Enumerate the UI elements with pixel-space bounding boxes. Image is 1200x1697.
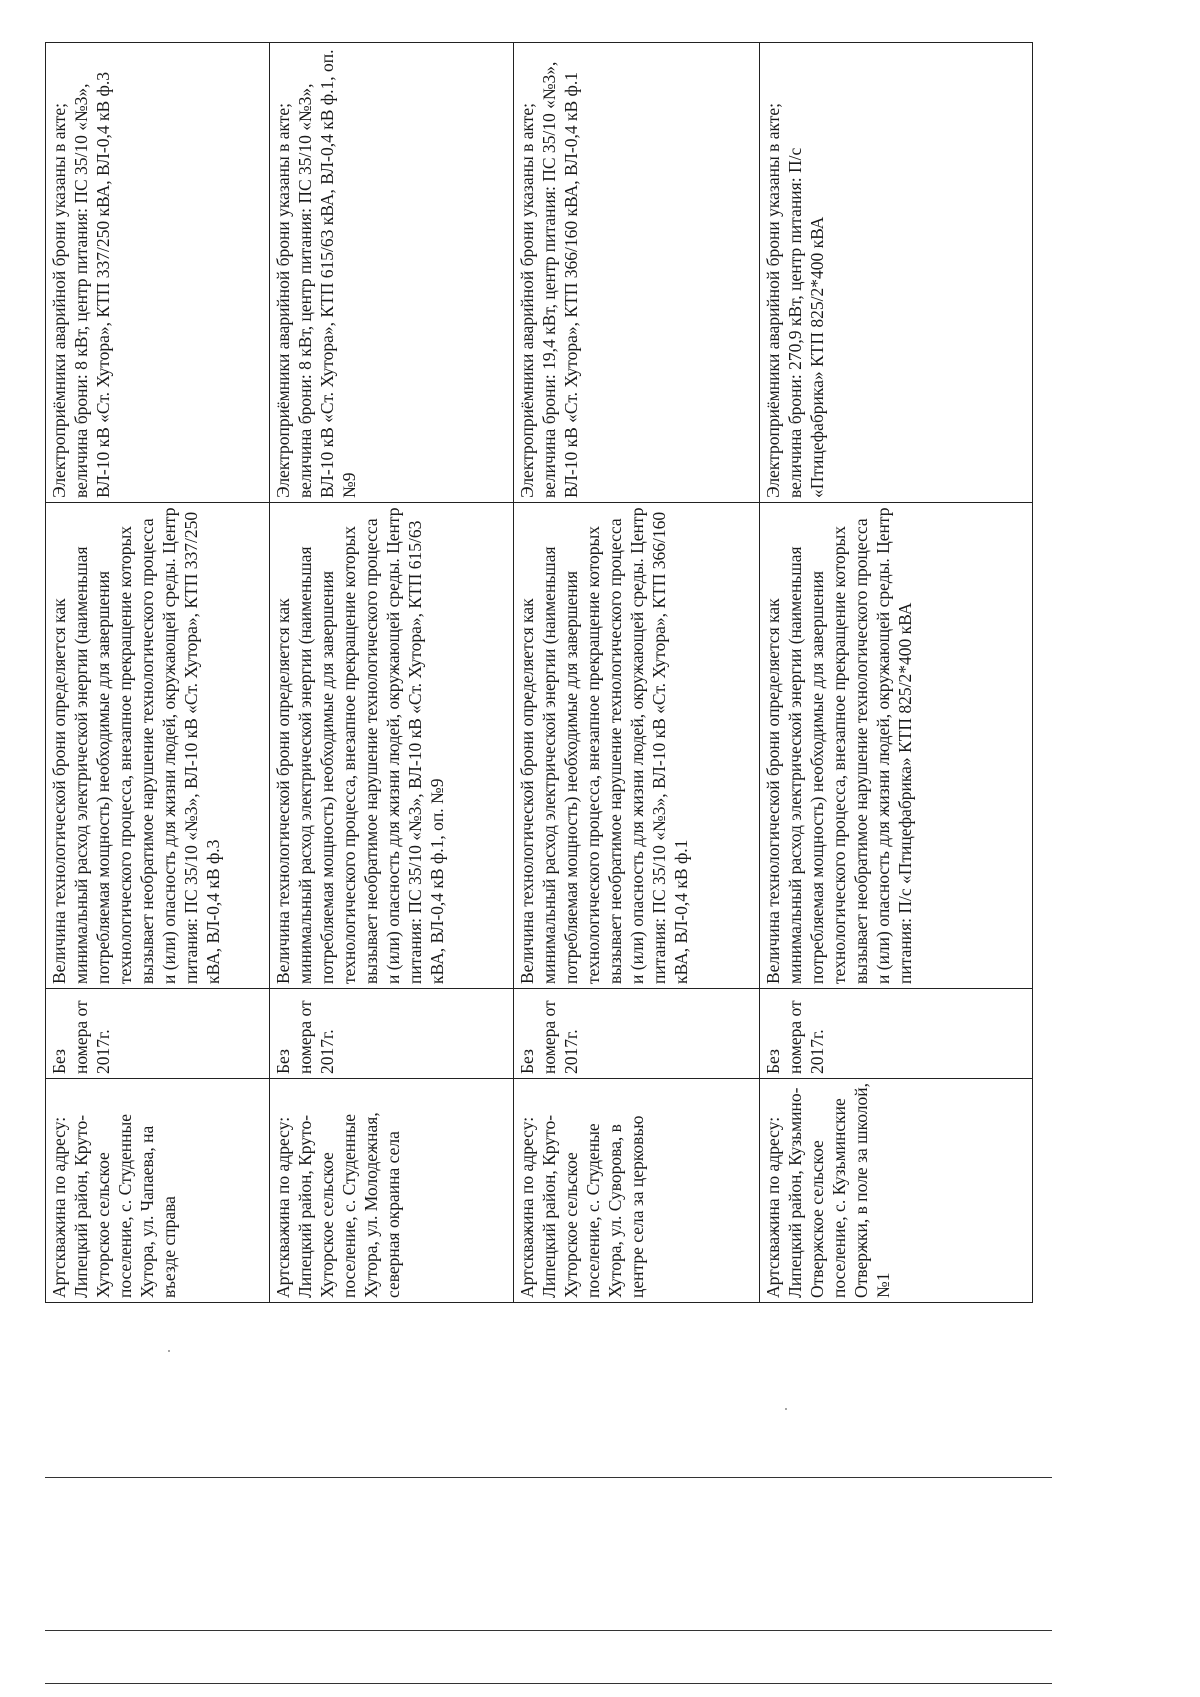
table-row: [760, 43, 1033, 1303]
object-cell: Артскважина по адресу: Липецкий район, Круто-Хуторское сельское поселение, с. Студенные Хутора, ул. Чапаева, на въезде справа: [46, 1079, 270, 1303]
emergency-reserve-cell: Электроприёмники аварийной брони указаны в акте; величина брони: 8 кВт, центр питания: ПС 35/10 «№3», ВЛ-10 кВ «Ст. Хутора», КТП 337/250 кВА, ВЛ-0,4 кВ ф.3: [46, 43, 270, 503]
tech-reserve-cell: Величина технологической брони определяется как минимальный расход электрической энергии (наименьшая потребляемая мощность) необходимые для завершения технологического процесса, внезапное прекращение которых вызывает необратимое нарушение технологического процесса и (или) опасность для жизни людей, окружающей среды. Центр питания: П/с «Птицефабрика» КТП 825/2*400 кВА: [760, 503, 1033, 989]
reserve-table: [45, 42, 1033, 1303]
act-cell: Без номера от 2017г.: [46, 989, 270, 1079]
object-cell: Артскважина по адресу: Липецкий район, Круто-Хуторское сельское поселение, с. Студеные Хутора, ул. Суворова, в центре села за церковью: [514, 1079, 760, 1303]
tech-reserve-cell: Величина технологической брони определяется как минимальный расход электрической энергии (наименьшая потребляемая мощность) необходимые для завершения технологического процесса, внезапное прекращение которых вызывает необратимое нарушение технологического процесса и (или) опасность для жизни людей, окружающей среды. Центр питания: ПС 35/10 «№3», ВЛ-10 кВ «Ст. Хутора», КТП 366/160 кВА, ВЛ-0,4 кВ ф.1: [514, 503, 760, 989]
horizontal-rule: [45, 1683, 1052, 1684]
emergency-reserve-cell: Электроприёмники аварийной брони указаны в акте; величина брони: 8 кВт, центр питания: ПС 35/10 «№3», ВЛ-10 кВ «Ст. Хутора», КТП 615/63 кВА, ВЛ-0,4 кВ ф.1, оп. №9: [270, 43, 514, 503]
object-cell: Артскважина по адресу: Липецкий район, Кузьмино-Отвержское сельское поселение, с. Кузьминские Отвержки, в поле за школой, №1: [760, 1079, 1033, 1303]
table-row: [270, 43, 514, 1303]
rotated-table-wrapper: [45, 43, 1032, 1303]
act-cell: Без номера от 2017г.: [270, 989, 514, 1079]
act-cell: Без номера от 2017г.: [760, 989, 1033, 1079]
tech-reserve-cell: Величина технологической брони определяется как минимальный расход электрической энергии (наименьшая потребляемая мощность) необходимые для завершения технологического процесса, внезапное прекращение которых вызывает необратимое нарушение технологического процесса и (или) опасность для жизни людей, окружающей среды. Центр питания: ПС 35/10 «№3», ВЛ-10 кВ «Ст. Хутора», КТП 615/63 кВА, ВЛ-0,4 кВ ф.1, оп. №9: [270, 503, 514, 989]
table-row: [514, 43, 760, 1303]
scan-speck: [168, 1350, 170, 1352]
object-cell: Артскважина по адресу: Липецкий район, Круто-Хуторское сельское поселение, с. Студенные Хутора, ул. Молодежная, северная окраина села: [270, 1079, 514, 1303]
scan-speck: [785, 1408, 787, 1410]
act-cell: Без номера от 2017г.: [514, 989, 760, 1079]
horizontal-rule: [45, 1477, 1052, 1478]
emergency-reserve-cell: Электроприёмники аварийной брони указаны в акте; величина брони: 19,4 кВт, центр питания: ПС 35/10 «№3», ВЛ-10 кВ «Ст. Хутора», КТП 366/160 кВА, ВЛ-0,4 кВ ф.1: [514, 43, 760, 503]
emergency-reserve-cell: Электроприёмники аварийной брони указаны в акте; величина брони: 270,9 кВт, центр питания: П/с «Птицефабрика» КТП 825/2*400 кВА: [760, 43, 1033, 503]
tech-reserve-cell: Величина технологической брони определяется как минимальный расход электрической энергии (наименьшая потребляемая мощность) необходимые для завершения технологического процесса, внезапное прекращение которых вызывает необратимое нарушение технологического процесса и (или) опасность для жизни людей, окружающей среды. Центр питания: ПС 35/10 «№3», ВЛ-10 кВ «Ст. Хутора», КТП 337/250 кВА, ВЛ-0,4 кВ ф.3: [46, 503, 270, 989]
table-row: [46, 43, 270, 1303]
horizontal-rule: [45, 1630, 1052, 1631]
